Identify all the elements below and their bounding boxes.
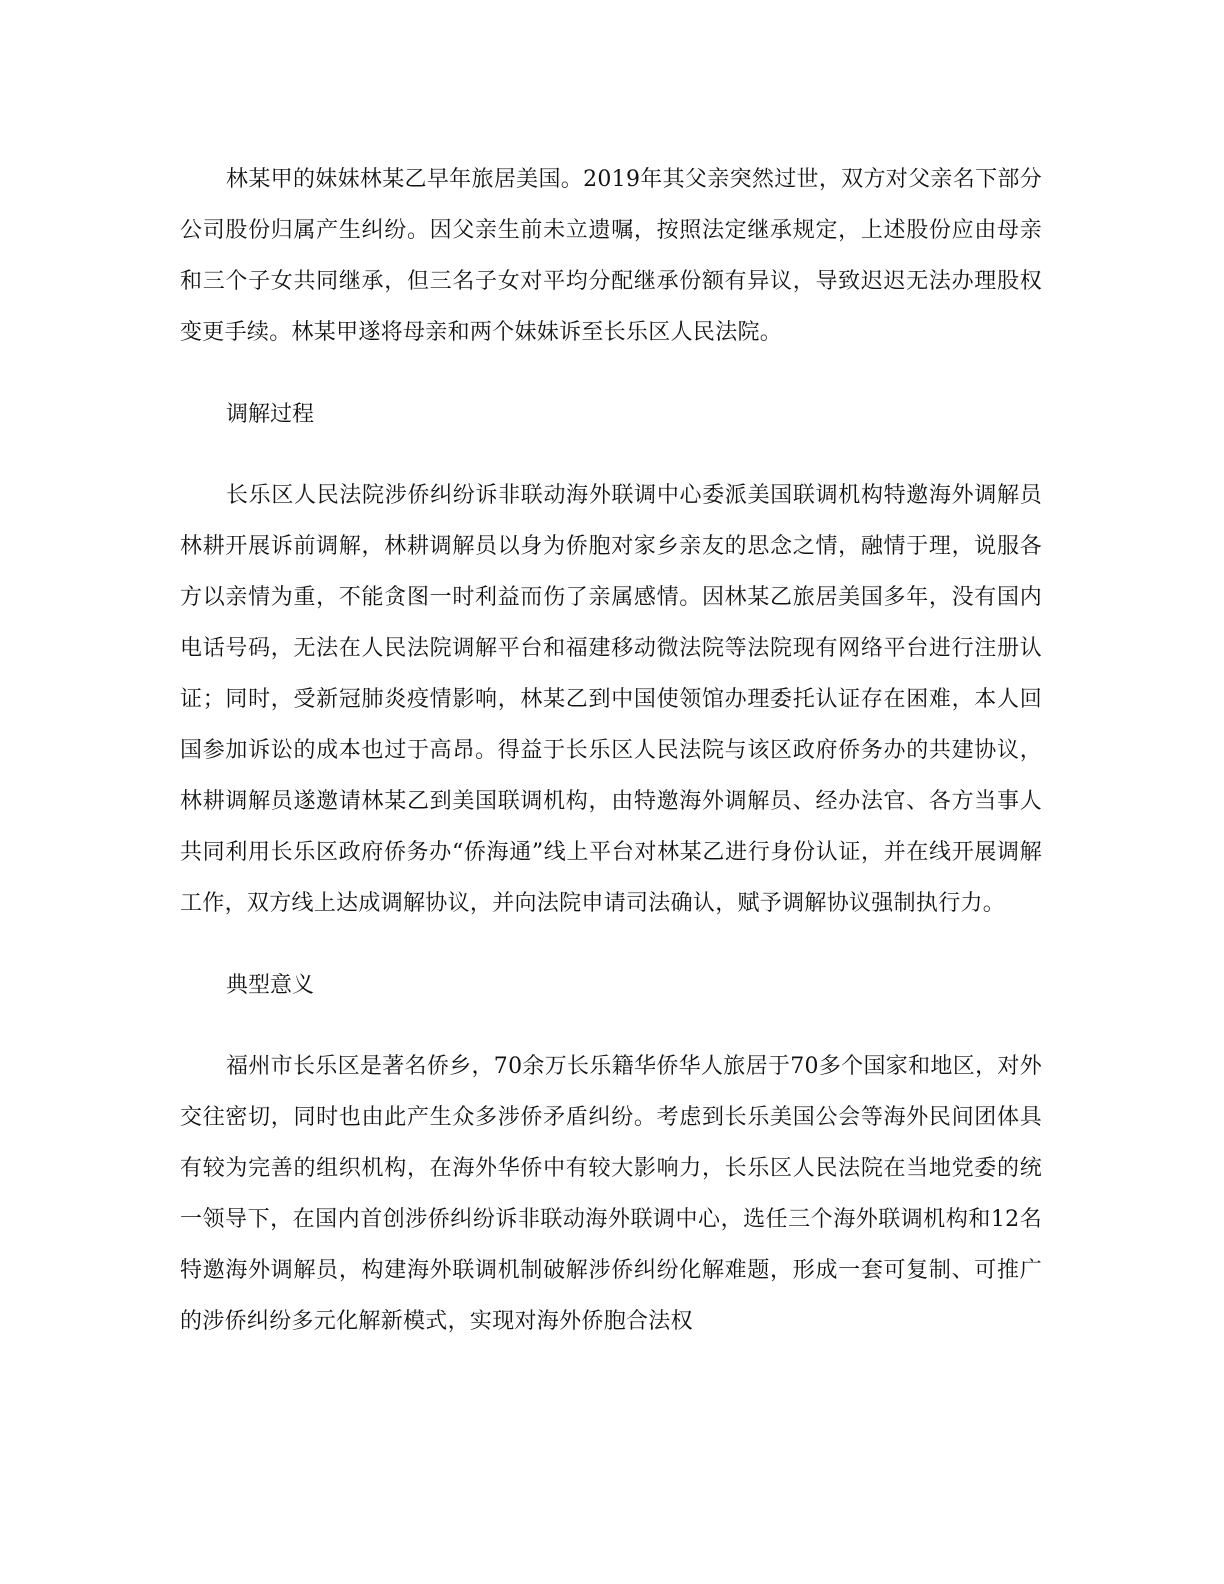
section-heading-mediation-process: 调解过程 [226, 402, 315, 427]
paragraph-background: 林某甲的妹妹林某乙早年旅居美国。2019年其父亲突然过世，双方对父亲名下部分公司股份归属产生纠纷。因父亲生前未立遗嘱，按照法定继承规定，上述股份应由母亲和三个子女共同继承，但三名子女对平均分配继承份额有异议，导致迟迟无法办理股权变更手续。林某甲遂将母亲和两个妹妹诉至长乐区人民法院。 [180, 167, 1042, 345]
paragraph-typical-significance: 福州市长乐区是著名侨乡，70余万长乐籍华侨华人旅居于70多个国家和地区，对外交往密切，同时也由此产生众多涉侨矛盾纠纷。考虑到长乐美国公会等海外民间团体具有较为完善的组织机构，在海外华侨中有较大影响力，长乐区人民法院在当地党委的统一领导下，在国内首创涉侨纠纷诉非联动海外联调中心，选任三个海外联调机构和12名特邀海外调解员，构建海外联调机制破解涉侨纠纷化解难题，形成一套可复制、可推广的涉侨纠纷多元化解新模式，实现对海外侨胞合法权 [180, 1054, 1042, 1334]
document-page [180, 154, 1042, 1378]
section-heading-typical-significance: 典型意义 [226, 973, 315, 998]
paragraph-mediation-process: 长乐区人民法院涉侨纠纷诉非联动海外联调中心委派美国联调机构特邀海外调解员林耕开展诉前调解，林耕调解员以身为侨胞对家乡亲友的思念之情，融情于理，说服各方以亲情为重，不能贪图一时利益而伤了亲属感情。因林某乙旅居美国多年，没有国内电话号码，无法在人民法院调解平台和福建移动微法院等法院现有网络平台进行注册认证；同时，受新冠肺炎疫情影响，林某乙到中国使领馆办理委托认证存在困难，本人回国参加诉讼的成本也过于高昂。得益于长乐区人民法院与该区政府侨务办的共建协议，林耕调解员遂邀请林某乙到美国联调机构，由特邀海外调解员、经办法官、各方当事人共同利用长乐区政府侨务办“侨海通”线上平台对林某乙进行身份认证，并在线开展调解工作，双方线上达成调解协议，并向法院申请司法确认，赋予调解协议强制执行力。 [180, 483, 1042, 916]
